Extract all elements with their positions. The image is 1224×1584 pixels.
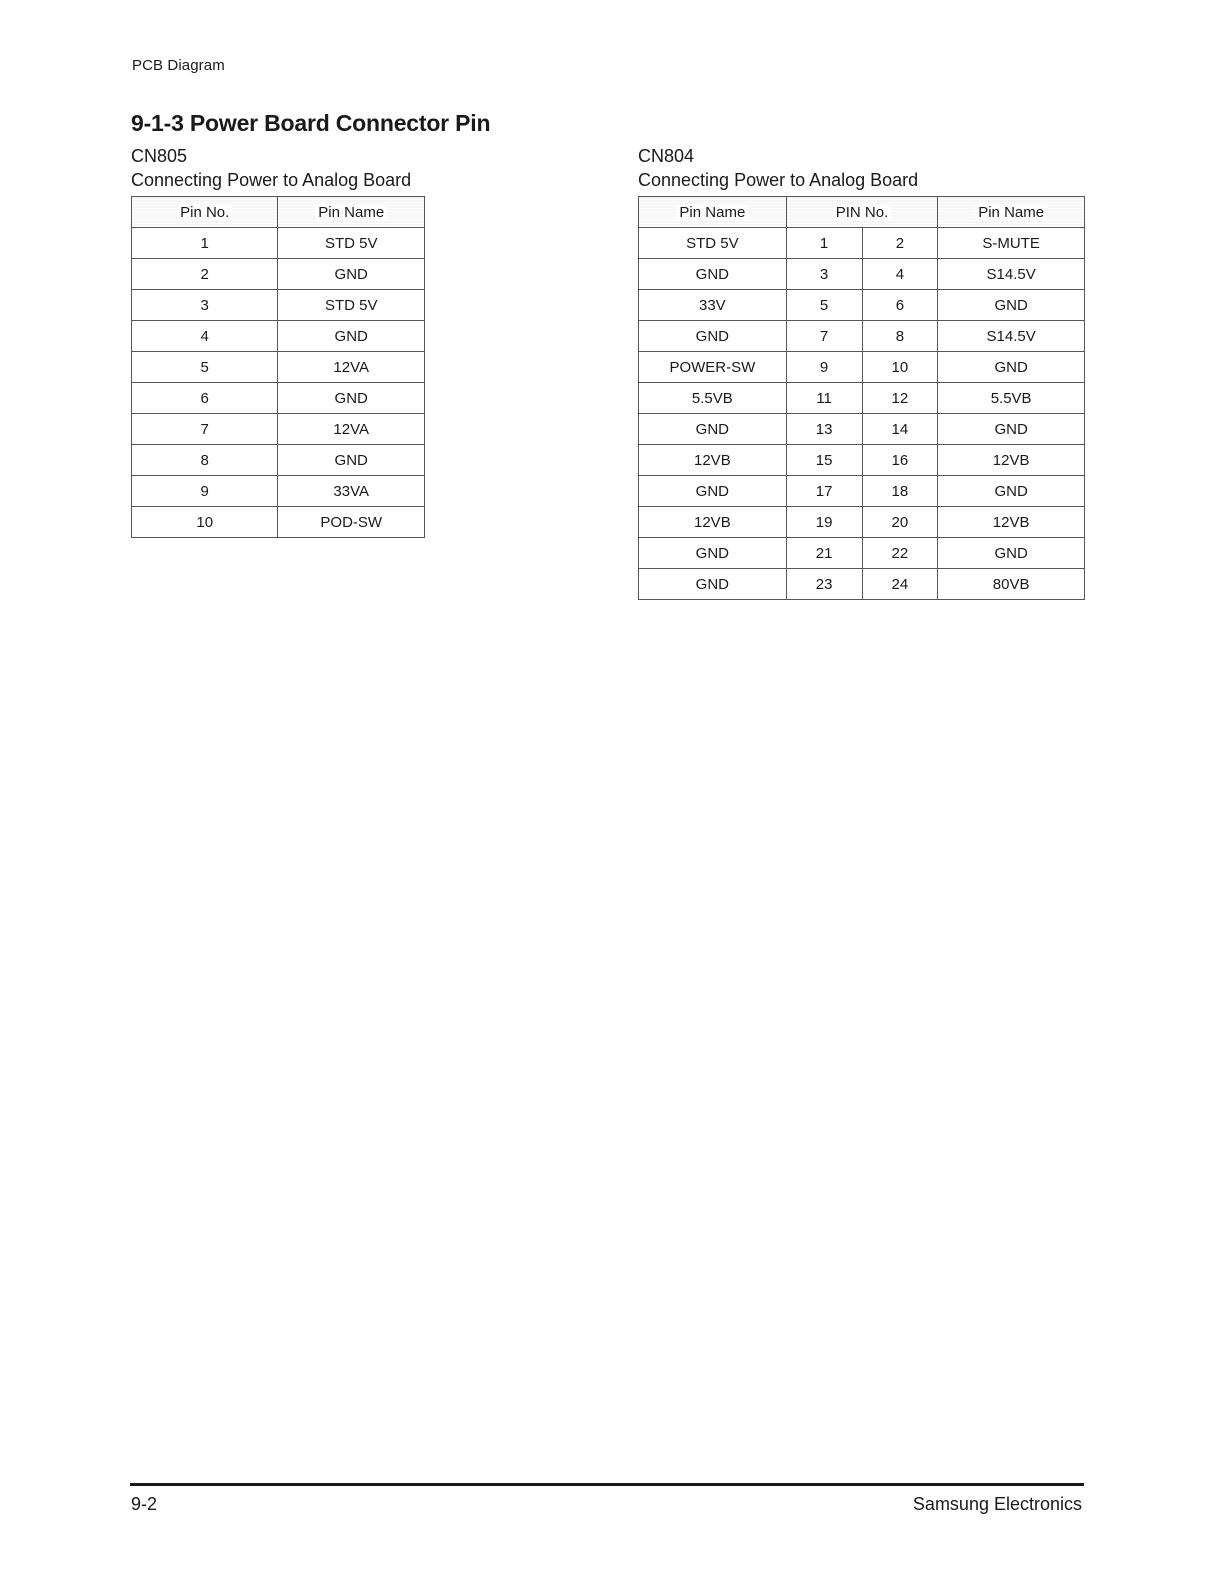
table-cell: 12VB xyxy=(938,445,1085,476)
table-cell: 1 xyxy=(786,228,862,259)
column-header xyxy=(938,197,1085,228)
table-cell: 17 xyxy=(786,476,862,507)
footer-company: Samsung Electronics xyxy=(912,1494,1082,1514)
table-cell: GND xyxy=(639,259,787,290)
cn805-description: Connecting Power to Analog Board xyxy=(131,170,412,190)
table-cell: 10 xyxy=(862,352,938,383)
table-cell: 33VA xyxy=(278,476,425,507)
table-row xyxy=(132,507,425,538)
table-cell: 33V xyxy=(639,290,787,321)
table-cell: GND xyxy=(938,290,1085,321)
table-row xyxy=(639,321,1085,352)
table-cell: 2 xyxy=(862,228,938,259)
page-number: 9-2 xyxy=(131,1494,158,1514)
cn805-table-body xyxy=(132,228,425,538)
table-cell: GND xyxy=(938,414,1085,445)
table-cell: GND xyxy=(278,445,425,476)
table-row xyxy=(132,414,425,445)
table-cell: 16 xyxy=(862,445,938,476)
table-cell: GND xyxy=(639,414,787,445)
table-row xyxy=(639,383,1085,414)
table-cell: 7 xyxy=(132,414,278,445)
table-cell: 1 xyxy=(132,228,278,259)
table-cell: 11 xyxy=(786,383,862,414)
table-row xyxy=(639,259,1085,290)
table-cell: 5 xyxy=(132,352,278,383)
table-cell: 22 xyxy=(862,538,938,569)
table-cell: 8 xyxy=(862,321,938,352)
table-cell: 8 xyxy=(132,445,278,476)
running-header: PCB Diagram xyxy=(132,57,225,74)
table-cell: 3 xyxy=(786,259,862,290)
table-cell: 4 xyxy=(862,259,938,290)
cn805-block xyxy=(131,145,425,538)
cn805-connector-id: CN805 xyxy=(131,146,188,166)
table-row xyxy=(639,569,1085,600)
table-row xyxy=(132,259,425,290)
table-cell: 12VA xyxy=(278,414,425,445)
table-cell: GND xyxy=(639,321,787,352)
table-cell: 2 xyxy=(132,259,278,290)
table-cell: S-MUTE xyxy=(938,228,1085,259)
table-row xyxy=(639,290,1085,321)
table-cell: 18 xyxy=(862,476,938,507)
table-cell: 5 xyxy=(786,290,862,321)
table-cell: POD-SW xyxy=(278,507,425,538)
column-header-label: PIN No. xyxy=(833,204,892,221)
cn804-description: Connecting Power to Analog Board xyxy=(638,170,919,190)
table-cell: 9 xyxy=(786,352,862,383)
section-title: 9-1-3 Power Board Connector Pin xyxy=(131,110,491,136)
table-row xyxy=(132,321,425,352)
column-header xyxy=(786,197,938,228)
column-header xyxy=(639,197,787,228)
table-cell: 12VB xyxy=(938,507,1085,538)
table-cell: 6 xyxy=(862,290,938,321)
table-row xyxy=(639,228,1085,259)
table-row xyxy=(132,476,425,507)
table-cell: 5.5VB xyxy=(639,383,787,414)
table-cell: 19 xyxy=(786,507,862,538)
table-cell: 3 xyxy=(132,290,278,321)
table-header-row xyxy=(639,197,1085,228)
table-cell: STD 5V xyxy=(278,228,425,259)
table-cell: 23 xyxy=(786,569,862,600)
table-cell: 12 xyxy=(862,383,938,414)
table-cell: 10 xyxy=(132,507,278,538)
table-cell: POWER-SW xyxy=(639,352,787,383)
table-cell: 9 xyxy=(132,476,278,507)
column-header-label: Pin Name xyxy=(315,204,387,221)
table-row xyxy=(639,476,1085,507)
table-row xyxy=(639,414,1085,445)
table-cell: 6 xyxy=(132,383,278,414)
table-cell: 24 xyxy=(862,569,938,600)
table-cell: 4 xyxy=(132,321,278,352)
table-row xyxy=(132,290,425,321)
table-cell: GND xyxy=(278,259,425,290)
table-cell: 12VB xyxy=(639,445,787,476)
table-cell: 14 xyxy=(862,414,938,445)
table-cell: GND xyxy=(278,321,425,352)
table-cell: S14.5V xyxy=(938,259,1085,290)
column-header-label: Pin Name xyxy=(975,204,1047,221)
table-row xyxy=(639,445,1085,476)
table-cell: S14.5V xyxy=(938,321,1085,352)
table-row xyxy=(132,383,425,414)
cn804-block xyxy=(638,145,1085,600)
table-row xyxy=(639,352,1085,383)
table-cell: STD 5V xyxy=(278,290,425,321)
footer-divider xyxy=(130,1483,1084,1486)
table-row xyxy=(132,228,425,259)
column-header-label: Pin No. xyxy=(177,204,232,221)
table-cell: GND xyxy=(938,352,1085,383)
table-cell: 5.5VB xyxy=(938,383,1085,414)
table-cell: 20 xyxy=(862,507,938,538)
table-row xyxy=(639,507,1085,538)
table-row xyxy=(132,352,425,383)
cn804-connector-id: CN804 xyxy=(638,146,695,166)
table-cell: 12VB xyxy=(639,507,787,538)
table-cell: GND xyxy=(278,383,425,414)
column-header-label: Pin Name xyxy=(676,204,748,221)
table-cell: 21 xyxy=(786,538,862,569)
table-cell: GND xyxy=(938,476,1085,507)
table-cell: GND xyxy=(938,538,1085,569)
table-cell: 13 xyxy=(786,414,862,445)
table-cell: 7 xyxy=(786,321,862,352)
table-row xyxy=(639,538,1085,569)
table-cell: GND xyxy=(639,538,787,569)
column-header xyxy=(132,197,278,228)
cn805-pin-table xyxy=(131,196,425,538)
table-cell: GND xyxy=(639,476,787,507)
table-cell: STD 5V xyxy=(639,228,787,259)
table-cell: 80VB xyxy=(938,569,1085,600)
column-header xyxy=(278,197,425,228)
cn804-pin-table xyxy=(638,196,1085,600)
table-cell: 12VA xyxy=(278,352,425,383)
cn804-table-body xyxy=(639,228,1085,600)
table-cell: 15 xyxy=(786,445,862,476)
table-row xyxy=(132,445,425,476)
table-cell: GND xyxy=(639,569,787,600)
table-header-row xyxy=(132,197,425,228)
